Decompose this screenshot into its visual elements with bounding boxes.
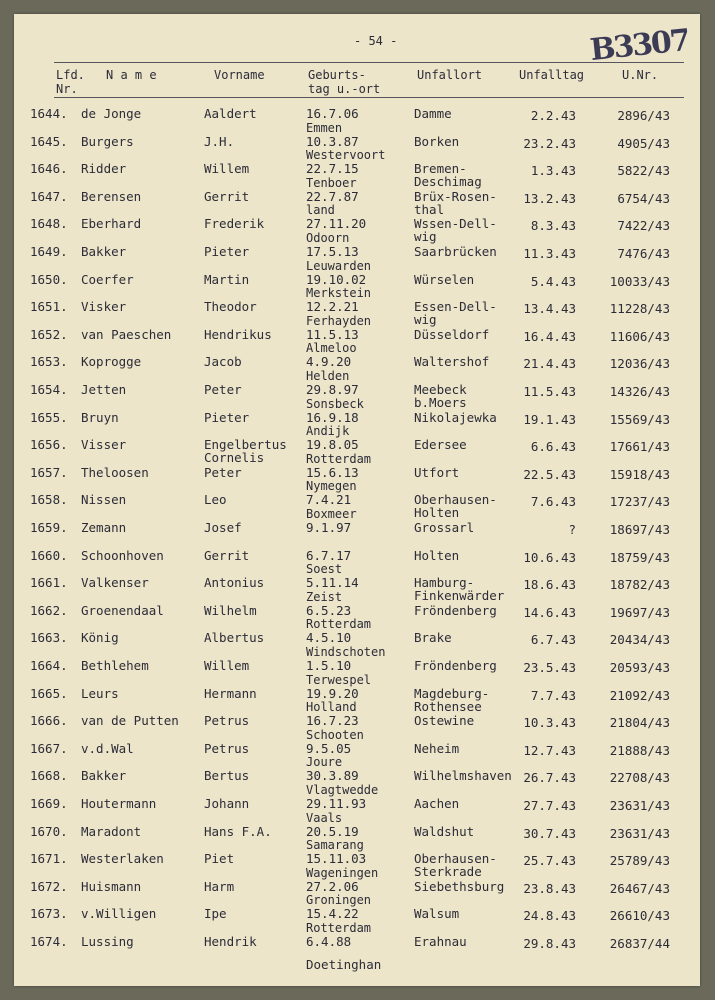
header-unr: U.Nr. <box>622 68 659 82</box>
entry-birthdate: 19.8.05 <box>306 437 359 453</box>
entry-unr: 11228/43 <box>609 301 670 317</box>
entry-vorname: Petrus <box>204 740 250 756</box>
entry-vorname: Hans F.A. <box>204 823 272 839</box>
entry-unfallort: Waltershof <box>414 354 490 370</box>
entry-name: Huismann <box>81 878 142 894</box>
entry-unfalltag: 7.6.43 <box>530 494 576 510</box>
entry-birthdate: 7.4.21 <box>306 492 352 508</box>
entry-vorname: Gerrit <box>204 188 250 204</box>
entry-vorname: Pieter <box>204 244 250 259</box>
entry-number: 1667. <box>30 740 68 756</box>
entry-unfalltag: 14.6.43 <box>523 604 576 620</box>
entry-unr: 22708/43 <box>609 770 670 786</box>
entry-unfalltag: 10.3.43 <box>523 715 576 731</box>
entry-number: 1650. <box>30 271 68 287</box>
header-geburt: Geburts- tag u.-ort <box>308 68 381 96</box>
entry-unfalltag: 13.4.43 <box>523 301 576 317</box>
entry-name: v.d.Wal <box>81 740 134 756</box>
entry-name: Berensen <box>81 188 142 204</box>
entry-unfalltag: 5.4.43 <box>530 273 576 289</box>
archive-stamp: B3307 <box>588 22 691 69</box>
entry-birthplace: Zeist <box>306 589 343 604</box>
entry-number: 1672. <box>30 878 68 894</box>
entry-vorname: Josef <box>204 520 242 535</box>
entry-unr: 21092/43 <box>609 687 670 703</box>
entry-unr: 26610/43 <box>609 908 670 924</box>
entry-unfalltag: 23.2.43 <box>523 135 576 151</box>
entry-name: Zemann <box>81 520 127 535</box>
entry-birthplace: Wageningen <box>306 865 379 880</box>
entry-unfallort-2: wig <box>414 229 437 245</box>
entry-birthdate: 17.5.13 <box>306 244 359 259</box>
entry-birthplace: Schooten <box>306 727 364 742</box>
entry-number: 1658. <box>30 492 68 508</box>
entry-name: van Paeschen <box>81 326 172 342</box>
entry-vorname: Bertus <box>204 768 250 784</box>
header-unfalltag: Unfalltag <box>519 68 585 82</box>
entry-unr: 18759/43 <box>609 549 670 565</box>
entry-birthdate: 4.9.20 <box>306 354 352 370</box>
header-bottom-rule <box>54 97 684 98</box>
entry-birthdate: 30.3.89 <box>306 768 359 784</box>
entry-birthdate: 19.10.02 <box>306 271 367 287</box>
entry-name: de Jonge <box>81 106 142 121</box>
entry-number: 1646. <box>30 161 68 177</box>
entry-vorname-2: Cornelis <box>204 450 265 466</box>
entry-unfallort: Meebeck <box>414 382 467 397</box>
entry-name: König <box>81 630 119 646</box>
entry-unfalltag: 10.6.43 <box>523 549 576 565</box>
entry-unr: 18782/43 <box>609 577 670 593</box>
entry-name: Ridder <box>81 161 127 177</box>
table-row <box>14 148 700 190</box>
entry-unfalltag: 8.3.43 <box>530 218 576 234</box>
entry-unfallort-2: Deschimag <box>414 174 482 190</box>
entry-unr: 21804/43 <box>609 715 670 731</box>
entry-number: 1661. <box>30 575 68 591</box>
entry-name: Eberhard <box>81 216 142 232</box>
entry-unr: 4905/43 <box>617 135 670 151</box>
entry-unr: 23631/43 <box>609 798 670 813</box>
entry-birthdate: 16.7.06 <box>306 106 359 121</box>
entry-birthdate: 29.11.93 <box>306 796 367 811</box>
entry-birthplace: Ferhayden <box>306 313 372 328</box>
entry-number: 1674. <box>30 934 68 949</box>
entry-name: Schoonhoven <box>81 547 164 563</box>
entry-vorname: J.H. <box>204 133 235 149</box>
entry-birthdate: 6.4.88 <box>306 934 352 949</box>
entry-birthdate: 19.9.20 <box>306 685 359 701</box>
entry-vorname: Aaldert <box>204 106 257 121</box>
entry-unfallort: Ostewine <box>414 713 475 729</box>
table-row <box>14 562 700 604</box>
entry-unfalltag: 13.2.43 <box>523 190 576 206</box>
entry-name: Bethlehem <box>81 658 149 673</box>
entry-unfallort: Wssen-Dell- <box>414 216 497 232</box>
table-row <box>14 727 700 768</box>
entry-birthplace: Joure <box>306 755 343 770</box>
entry-vorname: Peter <box>204 464 242 480</box>
entry-unfallort-2: Holten <box>414 505 460 521</box>
entry-birthplace: Almeloo <box>306 341 357 356</box>
entry-unfallort: Fröndenberg <box>414 658 497 673</box>
entry-number: 1670. <box>30 823 68 839</box>
entry-vorname: Petrus <box>204 713 250 729</box>
table-row <box>14 106 700 133</box>
entry-birthdate: 22.7.87 <box>306 188 359 204</box>
document-page <box>14 14 700 986</box>
entry-unfallort: Oberhausen- <box>414 851 497 867</box>
entry-number: 1655. <box>30 409 68 425</box>
entry-unfallort: Holten <box>414 547 460 563</box>
entry-name: Bakker <box>81 244 127 259</box>
entry-birthdate: 15.11.03 <box>306 851 367 867</box>
entry-unfalltag: 30.7.43 <box>523 825 576 841</box>
entry-unfallort: Magdeburg- <box>414 685 490 701</box>
entry-birthplace: Rotterdam <box>306 617 372 632</box>
entry-unr: 19697/43 <box>609 604 670 620</box>
entry-birthdate: 15.4.22 <box>306 906 359 922</box>
table-row <box>14 672 700 714</box>
entry-unfallort: Wilhelmshaven <box>414 768 512 784</box>
entry-unfalltag: 12.7.43 <box>523 742 576 758</box>
entry-unfallort: Nikolajewka <box>414 409 497 425</box>
entry-name: Leurs <box>81 685 119 701</box>
entry-unfallort: Fröndenberg <box>414 602 497 618</box>
entry-unfalltag: 23.8.43 <box>523 880 576 896</box>
entry-number: 1671. <box>30 851 68 867</box>
entry-unfalltag: 1.3.43 <box>530 163 576 179</box>
entry-unr: 6754/43 <box>617 190 670 206</box>
entry-birthplace: Samarang <box>306 838 364 853</box>
entry-vorname: Leo <box>204 492 227 508</box>
entry-unfallort: Siebethsburg <box>414 878 505 894</box>
entry-birthdate: 6.7.17 <box>306 547 352 563</box>
entry-unfalltag: 7.7.43 <box>530 687 576 703</box>
entry-unfalltag: 21.4.43 <box>523 356 576 372</box>
entry-unr: 10033/43 <box>609 273 670 289</box>
entry-name: Bakker <box>81 768 127 784</box>
entry-unfallort: Edersee <box>414 437 467 453</box>
entry-birthdate: 22.7.15 <box>306 161 359 177</box>
entry-number: 1653. <box>30 354 68 370</box>
entry-birthdate: 10.3.87 <box>306 133 359 149</box>
entry-unfallort: Grossarl <box>414 520 475 535</box>
entry-birthdate: 4.5.10 <box>306 630 352 646</box>
entry-number: 1649. <box>30 244 68 259</box>
entry-unfallort-2: thal <box>414 201 445 217</box>
entry-number: 1648. <box>30 216 68 232</box>
entry-birthplace: Rotterdam <box>306 921 372 935</box>
entry-unfalltag: 6.7.43 <box>530 632 576 648</box>
entry-number: 1644. <box>30 106 68 121</box>
entry-name: Westerlaken <box>81 851 164 867</box>
entry-unfallort: Erahnau <box>414 934 467 949</box>
entry-unfallort: Hamburg- <box>414 575 475 591</box>
entry-unr: 18697/43 <box>609 522 670 537</box>
entry-unr: 25789/43 <box>609 853 670 869</box>
entry-number: 1652. <box>30 326 68 342</box>
entry-unfallort: Walsum <box>414 906 460 922</box>
table-row <box>14 341 700 381</box>
entry-unfallort: Waldshut <box>414 823 475 839</box>
entry-unfallort: Bremen- <box>414 161 467 177</box>
entry-unfallort: Borken <box>414 133 460 149</box>
entry-unr: 15569/43 <box>609 411 670 427</box>
entry-vorname: Wilhelm <box>204 602 257 618</box>
entry-unfalltag: 27.7.43 <box>523 798 576 813</box>
entry-unr: 5822/43 <box>617 163 670 179</box>
entry-birthdate: 27.2.06 <box>306 878 359 894</box>
entry-unfallort: Utfort <box>414 464 460 480</box>
entry-unfalltag: 26.7.43 <box>523 770 576 786</box>
entry-name: Houtermann <box>81 796 157 811</box>
entry-unfalltag: 11.5.43 <box>523 384 576 399</box>
entry-unr: 21888/43 <box>609 742 670 758</box>
entry-unfallort-2: Sterkrade <box>414 864 482 880</box>
table-row <box>14 548 700 575</box>
table-row <box>14 479 700 521</box>
entry-unfalltag: 19.1.43 <box>523 411 576 427</box>
entry-birthplace: Holland <box>306 700 357 715</box>
entry-name: Burgers <box>81 133 134 149</box>
entry-number: 1669. <box>30 796 68 811</box>
entry-birthplace: Sonsbeck <box>306 396 364 411</box>
entry-birthdate: 5.11.14 <box>306 575 359 591</box>
entry-number: 1647. <box>30 188 68 204</box>
entry-birthplace: Groningen <box>306 893 372 908</box>
entry-number: 1656. <box>30 437 68 453</box>
entry-vorname: Willem <box>204 161 250 177</box>
entry-unfallort: Essen-Dell- <box>414 299 497 315</box>
entry-name: van de Putten <box>81 713 179 729</box>
entry-unr: 20593/43 <box>609 660 670 675</box>
entry-birthplace: Soest <box>306 562 343 577</box>
entry-name: Lussing <box>81 934 134 949</box>
entry-unfalltag: 2.2.43 <box>530 108 576 123</box>
entry-number: 1660. <box>30 547 68 563</box>
entry-unr: 2896/43 <box>617 108 670 123</box>
entry-unfallort-2: b.Moers <box>414 395 467 410</box>
header-name: N a m e <box>106 68 157 82</box>
table-row <box>14 783 700 823</box>
entry-birthdate: 16.7.23 <box>306 713 359 729</box>
entry-unfallort: Brake <box>414 630 452 646</box>
entry-unr: 14326/43 <box>609 384 670 399</box>
entry-unfallort-2: wig <box>414 312 437 328</box>
entry-number: 1666. <box>30 713 68 729</box>
entry-unfalltag: ? <box>568 522 576 537</box>
entry-birthdate: 27.11.20 <box>306 216 367 232</box>
entry-name: Visker <box>81 299 127 315</box>
entry-birthdate: 9.1.97 <box>306 520 352 535</box>
entry-unfalltag: 6.6.43 <box>530 439 576 455</box>
entry-name: Theloosen <box>81 464 149 480</box>
entry-name: Nissen <box>81 492 127 508</box>
entry-vorname: Antonius <box>204 575 265 591</box>
entry-birthplace: Boxmeer <box>306 507 357 521</box>
entry-number: 1657. <box>30 464 68 480</box>
entry-birthplace: land <box>306 203 335 218</box>
entry-birthplace: Helden <box>306 369 350 383</box>
entry-birthdate: 16.9.18 <box>306 409 359 425</box>
entry-unfalltag: 22.5.43 <box>523 466 576 482</box>
entry-birthplace: Nymegen <box>306 479 357 494</box>
birthplace-last: Doetinghan <box>306 957 382 972</box>
entry-unr: 23631/43 <box>609 825 670 841</box>
entry-name: Jetten <box>81 382 127 397</box>
entry-name: Visser <box>81 437 127 453</box>
entry-number: 1668. <box>30 768 68 784</box>
entry-unfalltag: 24.8.43 <box>523 908 576 924</box>
entry-unfallort: Saarbrücken <box>414 244 497 259</box>
entry-unfallort: Aachen <box>414 796 460 811</box>
entry-birthdate: 11.5.13 <box>306 326 359 342</box>
entry-vorname: Gerrit <box>204 547 250 563</box>
entry-vorname: Pieter <box>204 409 250 425</box>
entry-birthplace: Westervoort <box>306 148 386 163</box>
entry-birthdate: 9.5.05 <box>306 740 352 756</box>
entry-vorname: Hermann <box>204 685 257 701</box>
entry-vorname: Engelbertus <box>204 437 287 453</box>
entry-number: 1651. <box>30 299 68 315</box>
entry-unr: 7422/43 <box>617 218 670 234</box>
entry-vorname: Piet <box>204 851 235 867</box>
entry-vorname: Frederik <box>204 216 265 232</box>
entry-unr: 7476/43 <box>617 246 670 261</box>
entry-number: 1673. <box>30 906 68 922</box>
entry-unfallort: Brüx-Rosen- <box>414 188 497 204</box>
entry-vorname: Jacob <box>204 354 242 370</box>
header-unfallort: Unfallort <box>417 68 483 82</box>
entry-birthplace: Tenboer <box>306 175 357 190</box>
entry-birthplace: Rotterdam <box>306 451 372 466</box>
entry-birthdate: 20.5.19 <box>306 823 359 839</box>
entry-birthplace: Leuwarden <box>306 258 372 273</box>
entry-unfallort: Damme <box>414 106 452 121</box>
entry-unfalltag: 11.3.43 <box>523 246 576 261</box>
entry-number: 1665. <box>30 685 68 701</box>
header-lfd-nr: Lfd. Nr. <box>56 68 85 96</box>
entry-unr: 26837/44 <box>609 936 670 951</box>
entry-vorname: Albertus <box>204 630 265 646</box>
entry-name: Valkenser <box>81 575 149 591</box>
entry-unr: 17661/43 <box>609 439 670 455</box>
entry-birthdate: 15.6.13 <box>306 464 359 480</box>
entry-number: 1662. <box>30 602 68 618</box>
entry-vorname: Ipe <box>204 906 227 922</box>
entry-number: 1664. <box>30 658 68 673</box>
entry-birthplace: Emmen <box>306 120 343 135</box>
entry-unfalltag: 29.8.43 <box>523 936 576 951</box>
entry-vorname: Theodor <box>204 299 257 315</box>
page-number: - 54 - <box>354 34 398 48</box>
entry-name: Koprogge <box>81 354 142 370</box>
entry-unfalltag: 25.7.43 <box>523 853 576 869</box>
entry-number: 1645. <box>30 133 68 149</box>
entry-unr: 26467/43 <box>609 880 670 896</box>
entry-vorname: Willem <box>204 658 250 673</box>
header-vorname: Vorname <box>214 68 265 82</box>
entry-vorname: Peter <box>204 382 242 397</box>
entry-vorname: Johann <box>204 796 250 811</box>
entry-vorname: Hendrikus <box>204 326 272 342</box>
entry-name: Groenendaal <box>81 602 164 618</box>
entry-number: 1659. <box>30 520 68 535</box>
header-top-rule <box>54 62 684 63</box>
entry-vorname: Harm <box>204 878 235 894</box>
entry-unfallort-2: Finkenwärder <box>414 588 505 604</box>
entry-name: Maradont <box>81 823 142 839</box>
entry-unfallort: Oberhausen- <box>414 492 497 508</box>
entry-birthplace: Windschoten <box>306 645 386 659</box>
entry-vorname: Martin <box>204 271 250 287</box>
entry-unr: 12036/43 <box>609 356 670 372</box>
entry-unr: 11606/43 <box>609 328 670 344</box>
entry-unfalltag: 16.4.43 <box>523 328 576 344</box>
entry-vorname: Hendrik <box>204 934 257 949</box>
entry-name: v.Willigen <box>81 906 157 922</box>
entry-birthplace: Terwespel <box>306 672 372 687</box>
entry-birthdate: 6.5.23 <box>306 602 352 618</box>
entry-birthplace: Andijk <box>306 424 350 439</box>
entry-unfalltag: 23.5.43 <box>523 660 576 675</box>
entry-unfallort: Düsseldorf <box>414 326 490 342</box>
entry-number: 1654. <box>30 382 68 397</box>
entry-birthdate: 12.2.21 <box>306 299 359 315</box>
entry-name: Coerfer <box>81 271 134 287</box>
entry-unfallort: Neheim <box>414 740 460 756</box>
entry-unr: 17237/43 <box>609 494 670 510</box>
entry-unfalltag: 18.6.43 <box>523 577 576 593</box>
entry-birthplace: Vlagtwedde <box>306 783 379 797</box>
entry-unr: 15918/43 <box>609 466 670 482</box>
entry-birthplace: Merkstein <box>306 286 372 301</box>
entry-unfallort-2: Rothensee <box>414 698 482 714</box>
entry-unr: 20434/43 <box>609 632 670 648</box>
entry-number: 1663. <box>30 630 68 646</box>
entry-birthplace: Odoorn <box>306 231 350 245</box>
entry-unfallort: Würselen <box>414 271 475 287</box>
entry-name: Bruyn <box>81 409 119 425</box>
entry-birthplace: Vaals <box>306 810 343 825</box>
entry-birthdate: 29.8.97 <box>306 382 359 397</box>
entry-birthdate: 1.5.10 <box>306 658 352 673</box>
